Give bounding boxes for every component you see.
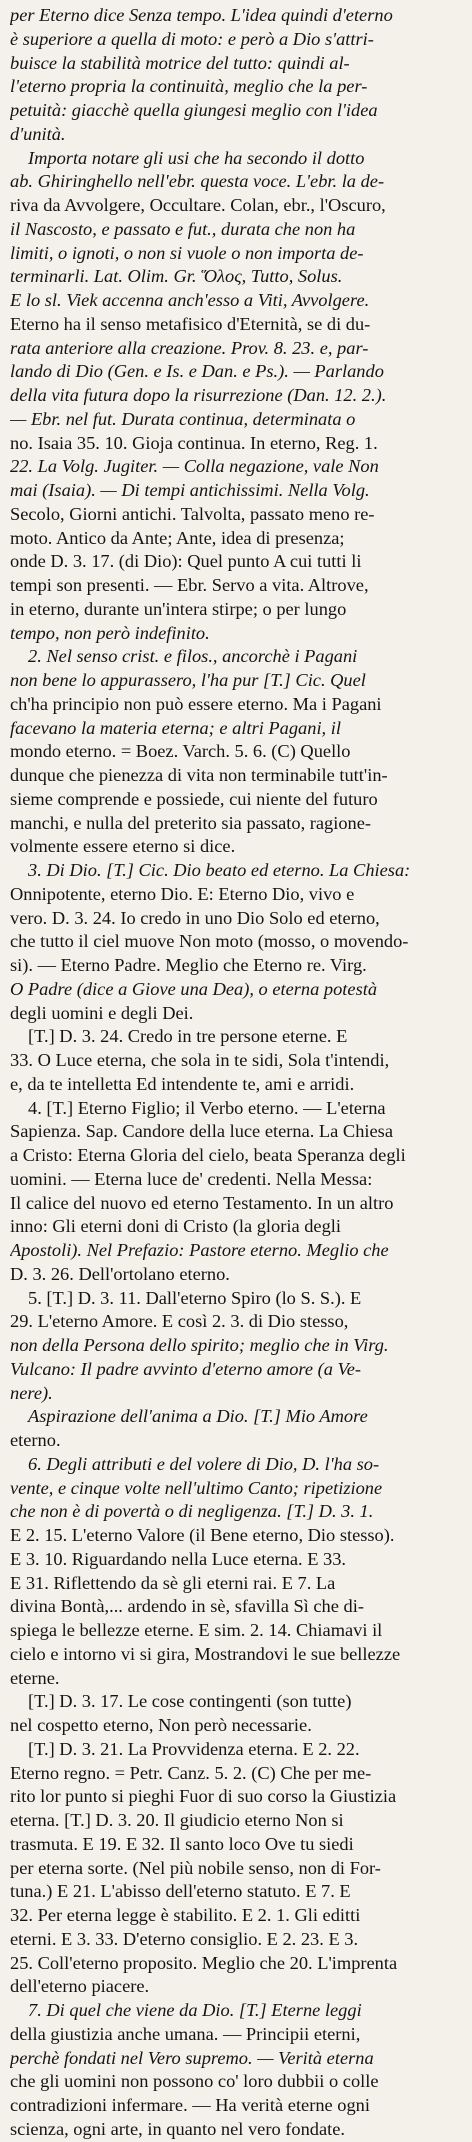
text-line: 6. Degli attributi e del volere di Dio, D. l'ha so- <box>28 1453 380 1474</box>
text-line: volmente essere eterno si dice. <box>10 836 236 857</box>
text-line: [T.] D. 3. 17. Le cose contingenti (son tutte) <box>28 1691 352 1712</box>
text-line: terminarli. Lat. Olim. Gr. Ὅλος, Tutto, Solus. <box>10 266 343 287</box>
text-line: 25. Coll'eterno proposito. Meglio che 20. L'imprenta <box>10 1952 398 1973</box>
text-line: eterni. E 3. 33. D'eterno consiglio. E 2. 23. E 3. <box>10 1928 359 1949</box>
text-line: Sapienza. Sap. Candore della luce eterna. La Chiesa <box>10 1121 393 1142</box>
text-line: petuità: giacchè quella giungesi meglio con l'idea <box>10 100 378 120</box>
text-line: mondo eterno. = Boez. Varch. 5. 6. (C) Quello <box>10 741 351 762</box>
text-line: Eterno ha il senso metafisico d'Eternità, se di du- <box>10 313 371 334</box>
text-line: mai (Isaia). — Di tempi antichissimi. Nella Volg. <box>10 480 370 500</box>
text-line: della vita futura dopo la risurrezione (Dan. 12. 2.). <box>10 385 387 405</box>
text-line: nere). <box>10 1382 53 1403</box>
text-line: spiega le bellezze eterne. E sim. 2. 14. Chiamavi il <box>10 1620 383 1640</box>
text-line: Onnipotente, eterno Dio. E: Eterno Dio, vivo e <box>10 883 355 904</box>
text-line: non della Persona dello spirito; meglio che in Virg. <box>10 1335 389 1355</box>
text-line: perchè fondati nel Vero supremo. — Verità eterna <box>10 2047 374 2068</box>
text-line: onde D. 3. 17. (di Dio): Quel punto A cui tutti li <box>10 551 362 572</box>
text-line: nel cospetto eterno, Non però necessarie. <box>10 1715 312 1735</box>
text-line: 5. [T.] D. 3. 11. Dall'eterno Spiro (lo S. S.). E <box>28 1287 362 1308</box>
text-line: per eterna sorte. (Nel più nobile senso, non di For- <box>10 1857 381 1878</box>
text-line: scienza, ogni arte, in quanto nel vero fondate. <box>10 2118 345 2139</box>
text-line: — Ebr. nel fut. Durata continua, determinata o <box>10 408 356 429</box>
text-line: eterne. <box>10 1667 60 1688</box>
text-line: 29. L'eterno Amore. E così 2. 3. di Dio stesso, <box>10 1311 349 1332</box>
text-line: eterno. <box>10 1430 61 1450</box>
text-line: il Nascosto, e passato e fut., durata che non ha <box>10 218 356 239</box>
text-line: dell'eterno piacere. <box>10 1976 150 1997</box>
text-line: uomini. — Eterna luce de' credenti. Nella Messa: <box>10 1168 373 1189</box>
text-line: e, da te intelletta Ed intendente te, ami e arridi. <box>10 1073 355 1094</box>
text-line: facevano la materia eterna; e altri Pagani, il <box>10 717 341 738</box>
text-line: riva da Avvolgere, Occultare. Colan, ebr., l'Oscuro, <box>10 195 386 215</box>
text-line: 3. Di Dio. [T.] Cic. Dio beato ed eterno. La Chiesa: <box>28 860 411 880</box>
text-line: O Padre (dice a Giove una Dea), o eterna potestà <box>10 978 378 999</box>
text-line: in eterno, durante un'intera stirpe; o per lungo <box>10 598 347 619</box>
text-line: della giustizia anche umana. — Principii eterni, <box>10 2023 361 2044</box>
text-line: limiti, o ignoti, o non si vuole o non importa de- <box>10 242 364 263</box>
text-line: contradizioni infermare. — Ha verità eterne ogni <box>10 2095 370 2115</box>
text-line: ch'ha principio non può essere eterno. Ma i Pagani <box>10 693 382 714</box>
text-line: che non è di povertà o di negligenza. [T.] D. 3. 1. <box>10 1501 374 1522</box>
text-line: dunque che pienezza di vita non terminabile tutt'in- <box>10 765 388 785</box>
text-line: che tutto il ciel muove Non moto (mosso, o movendo- <box>10 931 409 952</box>
text-line: si). — Eterno Padre. Meglio che Eterno re. Virg. <box>10 955 367 975</box>
text-line: tempo, non però indefinito. <box>10 622 210 643</box>
text-line: che gli uomini non possono co' loro dubbii o colle <box>10 2071 379 2092</box>
text-line: vero. D. 3. 24. Io credo in uno Dio Solo ed eterno, <box>10 907 380 928</box>
text-line: ab. Ghiringhello nell'ebr. questa voce. L'ebr. la de- <box>10 171 385 192</box>
text-line: Apostoli). Nel Prefazio: Pastore eterno. Meglio che <box>10 1240 389 1260</box>
text-line: d'unità. <box>10 123 66 144</box>
text-line: non bene lo appurassero, l'ha pur [T.] Cic. Quel <box>10 670 366 690</box>
text-line: a Cristo: Eterna Gloria del cielo, beata Speranza degli <box>10 1145 406 1165</box>
text-line: 2. Nel senso crist. e filos., ancorchè i Pagani <box>28 646 358 667</box>
text-line: l'eterno propria la continuità, meglio che la per- <box>10 76 368 97</box>
text-line: trasmuta. E 19. E 32. Il santo loco Ove tu siedi <box>10 1833 354 1854</box>
text-line: 32. Per eterna legge è stabilito. E 2. 1. Gli editti <box>10 1905 361 1925</box>
text-line: Importa notare gli usi che ha secondo il dotto <box>28 147 365 168</box>
text-line: 22. La Volg. Jugiter. — Colla negazione, vale Non <box>10 456 379 477</box>
text-line: Secolo, Giorni antichi. Talvolta, passato meno re- <box>10 503 375 524</box>
text-line: 4. [T.] Eterno Figlio; il Verbo eterno. — L'eterna <box>28 1097 386 1118</box>
text-line: Eterno regno. = Petr. Canz. 5. 2. (C) Che per me- <box>10 1762 372 1783</box>
text-line: vente, e cinque volte nell'ultimo Canto; ripetizione <box>10 1477 383 1498</box>
text-line: D. 3. 26. Dell'ortolano eterno. <box>10 1263 230 1284</box>
text-line: sieme comprende e possiede, cui niente del futuro <box>10 788 378 809</box>
text-line: divina Bontà,... ardendo in sè, sfavilla Sì che di- <box>10 1596 364 1617</box>
text-line: 7. Di quel che viene da Dio. [T.] Eterne leggi <box>28 2000 362 2020</box>
text-line: manchi, e nulla del preterito sia passato, ragione- <box>10 812 372 833</box>
text-line: E 3. 10. Riguardando nella Luce eterna. E 33. <box>10 1548 347 1569</box>
text-line: E 2. 15. L'eterno Valore (il Bene eterno, Dio stesso). <box>10 1525 395 1545</box>
text-line: E lo sl. Viek accenna anch'esso a Viti, Avvolgere. <box>10 290 370 310</box>
text-line: E 31. Riflettendo da sè gli eterni rai. E 7. La <box>10 1572 336 1593</box>
text-line: inno: Gli eterni doni di Cristo (la gloria degli <box>10 1216 341 1237</box>
text-line: per Eterno dice Senza tempo. L'idea quindi d'eterno <box>10 5 393 25</box>
text-line: [T.] D. 3. 24. Credo in tre persone eterne. E <box>28 1026 348 1047</box>
text-line: moto. Antico da Ante; Ante, idea di presenza; <box>10 527 345 548</box>
text-line: cielo e intorno vi si gira, Mostrandovi le sue bellezze <box>10 1643 401 1664</box>
text-line: rito lor punto si pieghi Fuor di suo corso la Giustizia <box>10 1786 397 1807</box>
text-line: eterna. [T.] D. 3. 20. Il giudicio eterno Non si <box>10 1810 344 1830</box>
text-line: lando di Dio (Gen. e Is. e Dan. e Ps.). — Parlando <box>10 361 384 382</box>
text-line: Il calice del nuovo ed eterno Testamento. In un altro <box>10 1192 394 1213</box>
text-line: buisce la stabilità motrice del tutto: quindi al- <box>10 52 350 73</box>
text-line: 33. O Luce eterna, che sola in te sidi, Sola t'intendi, <box>10 1050 390 1070</box>
text-line: Vulcano: Il padre avvinto d'eterno amore (a Ve- <box>10 1358 362 1379</box>
text-line: degli uomini e degli Dei. <box>10 1002 194 1023</box>
text-line: è superiore a quella di moto: e però a Dio s'attri- <box>10 28 374 49</box>
text-line: Aspirazione dell'anima a Dio. [T.] Mio Amore <box>28 1406 368 1427</box>
text-line: [T.] D. 3. 21. La Provvidenza eterna. E 2. 22. <box>28 1738 360 1759</box>
text-line: tempi son presenti. — Ebr. Servo a vita. Altrove, <box>10 575 369 595</box>
text-line: tuna.) E 21. L'abisso dell'eterno statuto. E 7. E <box>10 1881 351 1902</box>
text-line: rata anteriore alla creazione. Prov. 8. 23. e, par- <box>10 337 369 358</box>
text-line: no. Isaia 35. 10. Gioja continua. In eterno, Reg. 1. <box>10 432 378 453</box>
